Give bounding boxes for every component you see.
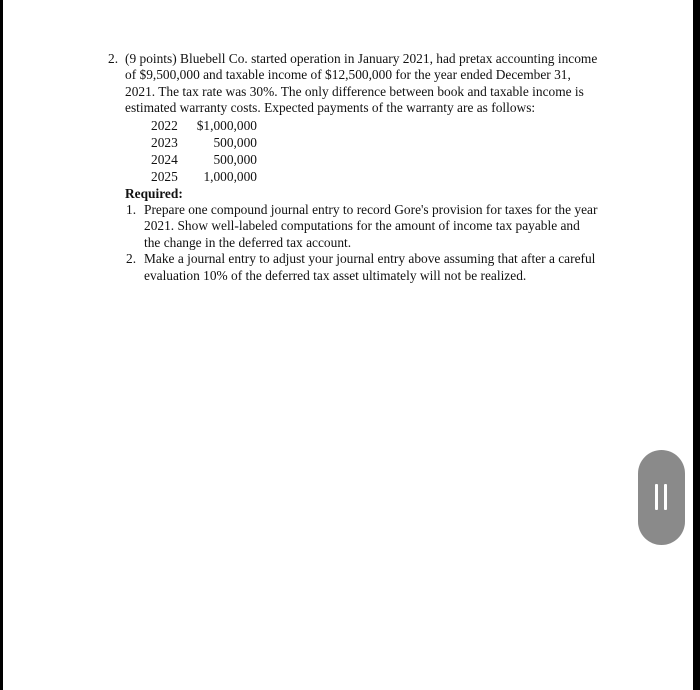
list-item	[126, 251, 598, 284]
item-number: 2.	[126, 251, 137, 267]
table-row	[151, 151, 257, 168]
payment-year: 2024	[151, 151, 178, 167]
payment-amount: 500,000	[213, 151, 257, 167]
item-text: Prepare one compound journal entry to record Gore's provision for taxes for the year 2021. Show well-labeled computations for the amount of income tax payable and the change in the deferred tax account.	[144, 202, 598, 250]
table-row	[151, 134, 257, 151]
question-block	[108, 51, 598, 284]
payment-amount: 500,000	[213, 134, 257, 150]
grip-line-icon	[664, 484, 667, 510]
payment-amount: $1,000,000	[196, 117, 257, 133]
required-list	[108, 202, 598, 284]
question-text: (9 points) Bluebell Co. started operation in January 2021, had pretax accounting income of $9,500,000 and taxable income of $12,500,000 for the year ended December 31, 2021. The tax rate was 30%. The only difference between book and taxable income is estimated warranty costs. Expected payments of the warranty are as follows:	[125, 51, 598, 116]
table-row	[151, 168, 257, 185]
payment-year: 2023	[151, 134, 178, 150]
payment-amount: 1,000,000	[203, 168, 257, 184]
scroll-handle[interactable]	[638, 450, 685, 545]
item-number: 1.	[126, 202, 137, 218]
warranty-payments-table	[151, 117, 257, 185]
required-heading: Required:	[125, 185, 183, 201]
item-text: Make a journal entry to adjust your journal entry above assuming that after a careful evaluation 10% of the deferred tax asset ultimately will not be realized.	[144, 251, 596, 283]
grip-line-icon	[655, 484, 658, 510]
document-page	[3, 0, 693, 690]
payment-year: 2025	[151, 168, 178, 184]
list-item	[126, 202, 598, 251]
payment-year: 2022	[151, 117, 178, 133]
question-number: 2.	[108, 51, 119, 66]
table-row	[151, 117, 257, 134]
